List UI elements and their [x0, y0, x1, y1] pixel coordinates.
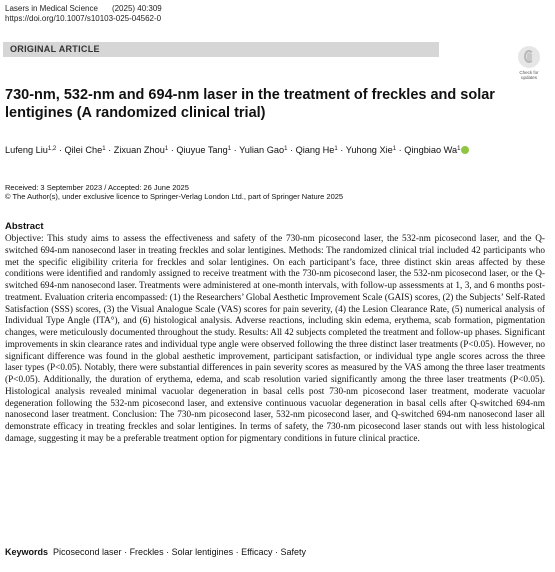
keyword-separator: · [272, 547, 281, 557]
keyword-item: Safety [280, 547, 306, 557]
author-separator: · [231, 145, 240, 155]
keyword-item: Efficacy [241, 547, 273, 557]
check-for-updates-icon [518, 46, 540, 68]
author-affiliation: 1 [227, 146, 232, 152]
author-name[interactable]: Yulian Gao [239, 145, 285, 155]
author-name[interactable]: Qingbiao Wa [404, 145, 458, 155]
copyright-notice: © The Author(s), under exclusive licence to Springer-Verlag London Ltd., part of Springer Nature 2025 [5, 192, 344, 201]
author-affiliation: 1 [392, 146, 397, 152]
author-name[interactable]: Qiuyue Tang [176, 145, 228, 155]
author-separator: · [105, 145, 114, 155]
author-separator: · [56, 145, 65, 155]
author-affiliation: 1,2 [47, 146, 57, 152]
author-list [5, 144, 555, 156]
author-separator: · [287, 145, 296, 155]
article-type-label: ORIGINAL ARTICLE [10, 44, 100, 54]
journal-name: Lasers in Medical Science [5, 4, 98, 13]
author-name[interactable]: Lufeng Liu [5, 145, 48, 155]
author-separator: · [396, 145, 405, 155]
author-affiliation: 1 [102, 146, 106, 152]
keyword-separator: · [121, 547, 130, 557]
author-affiliation: 1 [457, 146, 461, 152]
keyword-item: Solar lentigines [171, 547, 234, 557]
author-separator: · [168, 145, 177, 155]
keyword-item: Picosecond laser [53, 547, 122, 557]
author-name[interactable]: Qiang He [295, 145, 335, 155]
received-accepted-dates: Received: 3 September 2023 / Accepted: 26 June 2025 [5, 183, 189, 192]
journal-volume: (2025) 40:309 [111, 4, 162, 13]
abstract-text: Objective: This study aims to assess the effectiveness and safety of the 730-nm picosecond laser, the 532-nm picosecond laser, and the Q-switched 694-nm nanosecond laser in treating freckles and solar lentigines. Methods: The randomized clinical trial included 42 participants who met the specific eligibility criteria for freckles and solar lentigines. On each participant’s face, three distinct skin areas affected by these conditions were identified and randomly assigned to receive treatment with the 730-nm picosecond laser, the 532-nm picosecond laser, or the Q-switched 694-nm nanosecond laser. Treatments were administered at one-month intervals, with follow-up assessments at 1, 3, and 6 months post-treatment. Evaluation criteria encompassed: (1) the Researchers’ Global Aesthetic Improvement Scale (GAIS) scores, (2) the Subjects’ Self-Rated Satisfaction (SSS) scores, (3) the Visual Analogue Scale (VAS) scores for pain severity, (4) the Lesion Clearance Rate, (5) numerical analysis of Individual Type Angle (ITA°), and (6) histological analysis. Adverse reactions, including skin edema, erythema, scab formation, pigmentation changes, were meticulously documented throughout the study. Results: All 42 subjects completed the treatment and follow-up phases. Significant improvements in skin clearance rates and individual type angle were observed following the three distinct laser treatments (P<0.05). However, no significant difference was found in the global aesthetic improvement, participant satisfaction, or individual type angle scores across the three laser types (P<0.05). Notably, there were substantial differences in pain severity scores as measured by the VAS among the three laser treatments (P<0.05). Additionally, the duration of erythema, edema, and scab resolution varied significantly among the three laser treatments (P<0.05). Histological analysis revealed minimal vacuolar degeneration in basal cells post 730-nm picosecond laser treatment, moderate vacuolar degeneration following the 532-nm picosecond laser, and extensive continuous vacuolar degeneration in basal cells after Q-switched 694-nm nanosecond laser treatment. Conclusion: The 730-nm picosecond laser, 532-nm picosecond laser, and Q-switched 694-nm nanosecond laser all demonstrate efficacy in treating freckles and solar lentigines. In terms of safety, the 730-nm picosecond laser stands out with less histological damage, suggesting it may be a preferable treatment option for pigmentary conditions in future clinical practice. [5, 234, 545, 444]
article-title: 730-nm, 532-nm and 694-nm laser in the treatment of freckles and solar lentigines (A randomized clinical trial) [5, 87, 495, 121]
keywords-label: Keywords [5, 547, 49, 557]
orcid-icon[interactable] [461, 146, 469, 154]
keyword-item: Freckles [129, 547, 164, 557]
author-affiliation: 1 [334, 146, 338, 152]
journal-header [5, 4, 162, 14]
keywords-list [53, 547, 306, 557]
article-type-banner [3, 42, 439, 57]
check-for-updates-label: Check for updates [519, 70, 539, 80]
keyword-separator: · [163, 547, 172, 557]
author-affiliation: 1 [284, 146, 288, 152]
keywords [5, 546, 306, 558]
keyword-separator: · [233, 547, 242, 557]
doi-link[interactable]: https://doi.org/10.1007/s10103-025-04562-0 [5, 14, 162, 23]
author-name[interactable]: Yuhong Xie [345, 145, 393, 155]
check-for-updates-button[interactable] [512, 46, 546, 80]
author-separator: · [337, 145, 346, 155]
abstract-heading: Abstract [5, 221, 44, 232]
author-name[interactable]: Qilei Che [64, 145, 103, 155]
author-name[interactable]: Zixuan Zhou [113, 145, 165, 155]
author-affiliation: 1 [164, 146, 169, 152]
